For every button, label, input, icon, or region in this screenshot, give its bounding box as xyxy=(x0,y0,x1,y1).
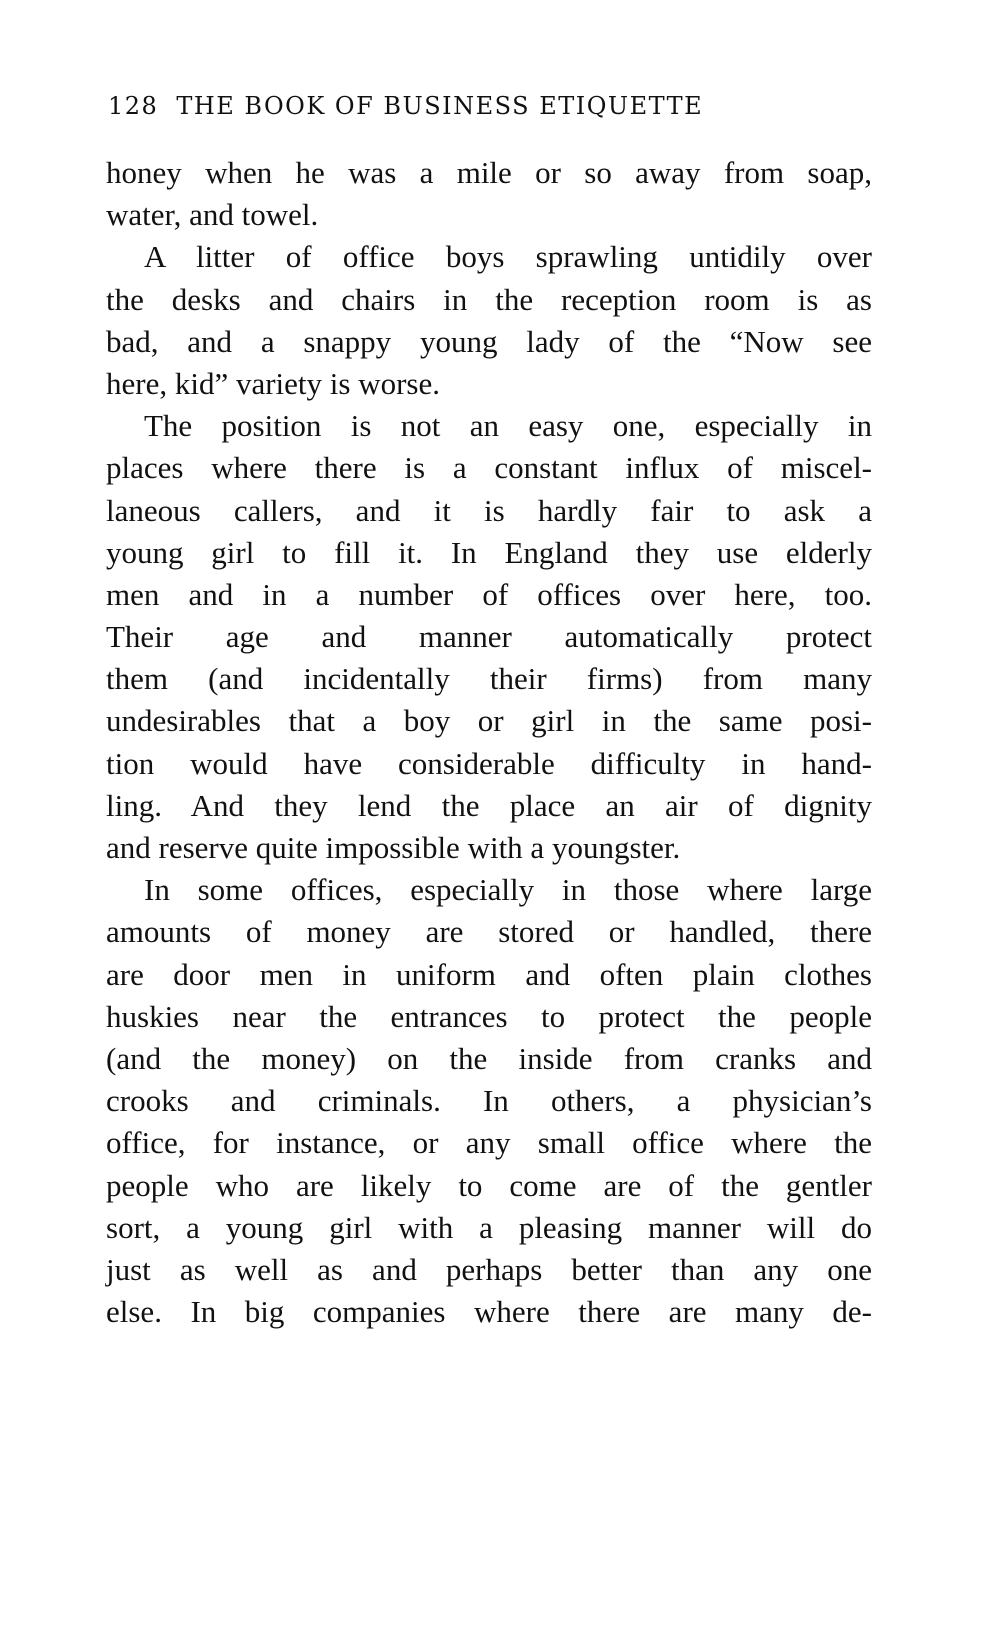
text-line: undesirables that a boy or girl in the same posi- xyxy=(106,703,872,739)
text-line: else. In big companies where there are many de- xyxy=(106,1294,872,1330)
text-line: honey when he was a mile or so away from soap, xyxy=(106,155,872,190)
page-number: 128 xyxy=(108,92,159,120)
text-line: places where there is a constant influx of miscel- xyxy=(106,450,872,486)
text-line: people who are likely to come are of the gentler xyxy=(106,1167,872,1203)
text-line: just as well as and perhaps better than any one xyxy=(106,1251,872,1287)
text-line: men and in a number of offices over here, too. xyxy=(106,576,872,612)
text-line: the desks and chairs in the reception room is as xyxy=(106,281,872,317)
text-line: sort, a young girl with a pleasing manner will do xyxy=(106,1209,872,1245)
running-title: THE BOOK OF BUSINESS ETIQUETTE xyxy=(176,92,704,120)
text-line: A litter of office boys sprawling untidily over xyxy=(144,239,872,275)
text-line: tion would have considerable difficulty in hand- xyxy=(106,745,872,781)
text-line: here, kid” variety is worse. xyxy=(106,365,440,401)
text-line: and reserve quite impossible with a youngster. xyxy=(106,830,681,865)
text-line: The position is not an easy one, especially in xyxy=(144,408,872,444)
text-line: ling. And they lend the place an air of dignity xyxy=(106,787,872,823)
text-line: are door men in uniform and often plain clothes xyxy=(106,956,872,992)
text-line: bad, and a snappy young lady of the “Now see xyxy=(106,323,872,359)
text-line: (and the money) on the inside from cranks and xyxy=(106,1040,872,1076)
text-line: huskies near the entrances to protect the people xyxy=(106,998,872,1034)
text-line: young girl to fill it. In England they use elderly xyxy=(106,534,872,570)
text-line: In some offices, especially in those where large xyxy=(144,872,872,908)
text-line: laneous callers, and it is hardly fair to ask a xyxy=(106,492,872,528)
running-head xyxy=(108,92,868,132)
text-line: crooks and criminals. In others, a physician’s xyxy=(106,1083,872,1119)
text-line: water, and towel. xyxy=(106,197,319,233)
text-line: Their age and manner automatically protect xyxy=(106,619,872,655)
text-line: office, for instance, or any small office where the xyxy=(106,1125,872,1161)
body-text xyxy=(106,152,872,1333)
text-line: them (and incidentally their firms) from many xyxy=(106,661,872,697)
text-line: amounts of money are stored or handled, there xyxy=(106,914,872,950)
